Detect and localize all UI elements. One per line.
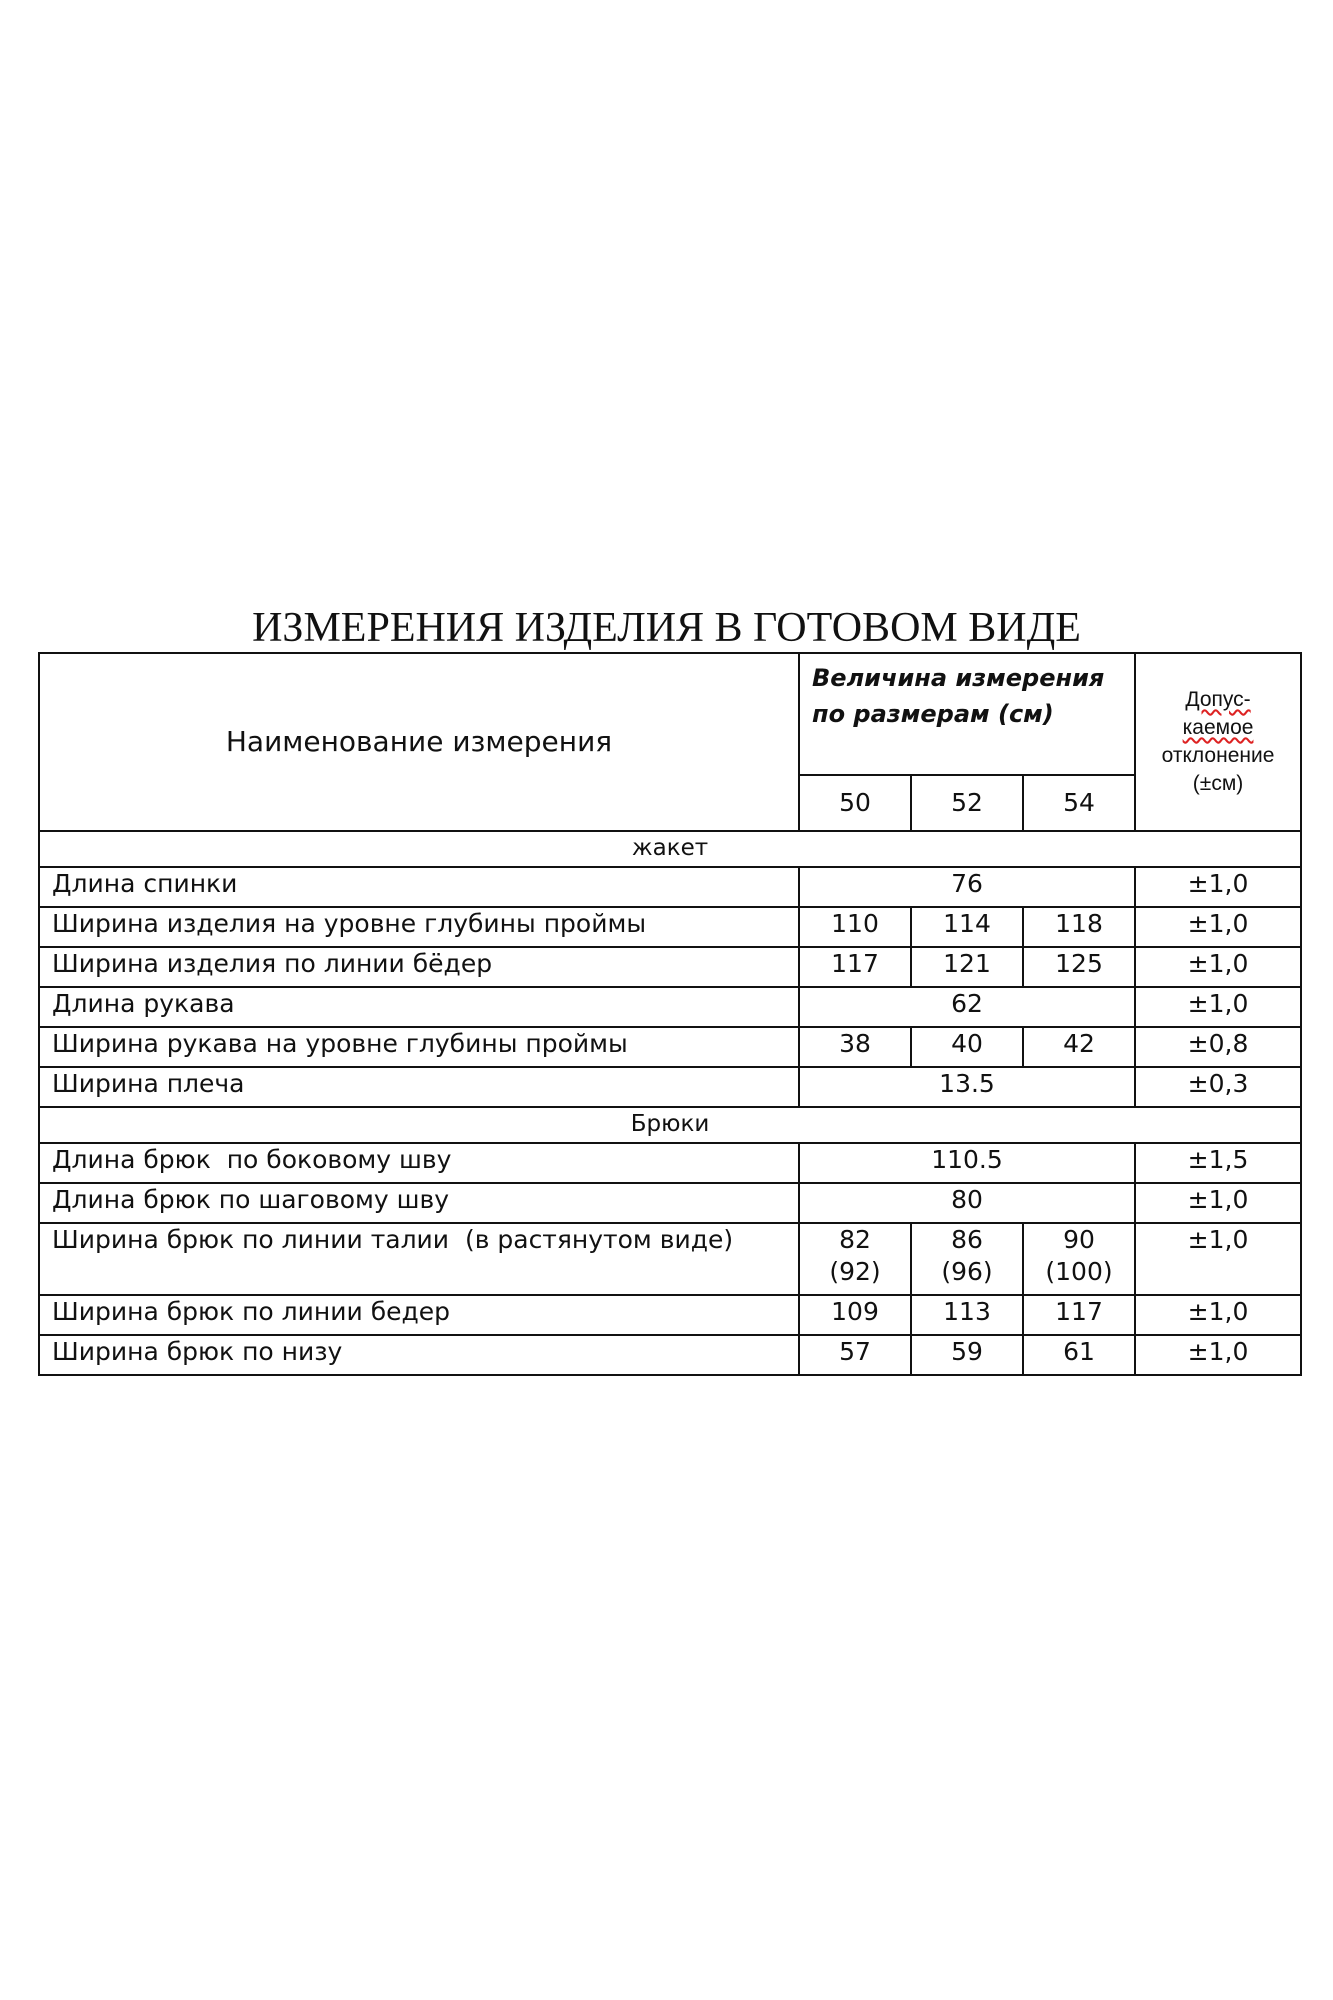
measurements-table <box>38 652 1302 1376</box>
row-value-54: 125 <box>1023 947 1135 987</box>
row-value-50: 38 <box>799 1027 911 1067</box>
row-label: Ширина брюк по линии талии (в растянутом виде) <box>39 1223 799 1295</box>
size-header-50: 50 <box>799 775 911 831</box>
row-value-50: 109 <box>799 1295 911 1335</box>
value-main: 90 <box>1063 1225 1095 1254</box>
row-value: 62 <box>799 987 1135 1027</box>
row-value-52: 114 <box>911 907 1023 947</box>
row-tolerance: ±1,0 <box>1135 1335 1301 1375</box>
table-row <box>39 867 1301 907</box>
row-label: Длина рукава <box>39 987 799 1027</box>
row-tolerance: ±1,0 <box>1135 1295 1301 1335</box>
row-value-52 <box>911 1223 1023 1295</box>
value-stretched: (96) <box>941 1257 993 1286</box>
table-row <box>39 907 1301 947</box>
table-row <box>39 987 1301 1027</box>
table-row <box>39 1223 1301 1295</box>
row-value-54: 118 <box>1023 907 1135 947</box>
row-tolerance: ±1,0 <box>1135 1223 1301 1295</box>
table-row <box>39 1183 1301 1223</box>
header-tolerance-column <box>1135 653 1301 831</box>
row-value-54: 117 <box>1023 1295 1135 1335</box>
row-tolerance: ±1,5 <box>1135 1143 1301 1183</box>
table-row <box>39 1143 1301 1183</box>
row-tolerance: ±0,3 <box>1135 1067 1301 1107</box>
table-row <box>39 1295 1301 1335</box>
row-label: Длина спинки <box>39 867 799 907</box>
table-row <box>39 947 1301 987</box>
tolerance-line-1: Допус- <box>1185 688 1251 711</box>
value-stretched: (92) <box>829 1257 881 1286</box>
value-main: 86 <box>951 1225 983 1254</box>
table-row <box>39 1067 1301 1107</box>
size-header-52: 52 <box>911 775 1023 831</box>
row-tolerance: ±1,0 <box>1135 947 1301 987</box>
row-label: Ширина изделия на уровне глубины проймы <box>39 907 799 947</box>
row-value-50: 117 <box>799 947 911 987</box>
row-value-52: 113 <box>911 1295 1023 1335</box>
tolerance-line-3: отклонение <box>1161 744 1275 767</box>
row-label: Ширина плеча <box>39 1067 799 1107</box>
tolerance-line-4: (±см) <box>1192 772 1244 795</box>
tolerance-line-2: каемое <box>1182 716 1254 739</box>
row-label: Длина брюк по боковому шву <box>39 1143 799 1183</box>
row-tolerance: ±1,0 <box>1135 867 1301 907</box>
row-value-50 <box>799 1223 911 1295</box>
size-header-54: 54 <box>1023 775 1135 831</box>
row-value: 80 <box>799 1183 1135 1223</box>
document-title: ИЗМЕРЕНИЯ ИЗДЕЛИЯ В ГОТОВОМ ВИДЕ <box>252 605 1081 651</box>
row-label: Ширина изделия по линии бёдер <box>39 947 799 987</box>
row-label: Длина брюк по шаговому шву <box>39 1183 799 1223</box>
row-value: 13.5 <box>799 1067 1135 1107</box>
row-tolerance: ±1,0 <box>1135 1183 1301 1223</box>
row-value-54: 61 <box>1023 1335 1135 1375</box>
table-row <box>39 1027 1301 1067</box>
row-tolerance: ±0,8 <box>1135 1027 1301 1067</box>
value-main: 82 <box>839 1225 871 1254</box>
row-tolerance: ±1,0 <box>1135 907 1301 947</box>
row-label: Ширина брюк по линии бедер <box>39 1295 799 1335</box>
section-trousers: Брюки <box>39 1107 1301 1143</box>
row-value-52: 121 <box>911 947 1023 987</box>
row-label: Ширина брюк по низу <box>39 1335 799 1375</box>
row-value-52: 59 <box>911 1335 1023 1375</box>
row-label: Ширина рукава на уровне глубины проймы <box>39 1027 799 1067</box>
value-stretched: (100) <box>1045 1257 1113 1286</box>
header-name-column: Наименование измерения <box>39 653 799 831</box>
row-value-50: 57 <box>799 1335 911 1375</box>
row-value: 110.5 <box>799 1143 1135 1183</box>
header-value-column: Величина измерения по размерам (см) <box>799 653 1135 775</box>
row-value-54: 42 <box>1023 1027 1135 1067</box>
row-tolerance: ±1,0 <box>1135 987 1301 1027</box>
row-value-50: 110 <box>799 907 911 947</box>
section-jacket: жакет <box>39 831 1301 867</box>
row-value-52: 40 <box>911 1027 1023 1067</box>
table-row <box>39 1335 1301 1375</box>
row-value: 76 <box>799 867 1135 907</box>
row-value-54 <box>1023 1223 1135 1295</box>
